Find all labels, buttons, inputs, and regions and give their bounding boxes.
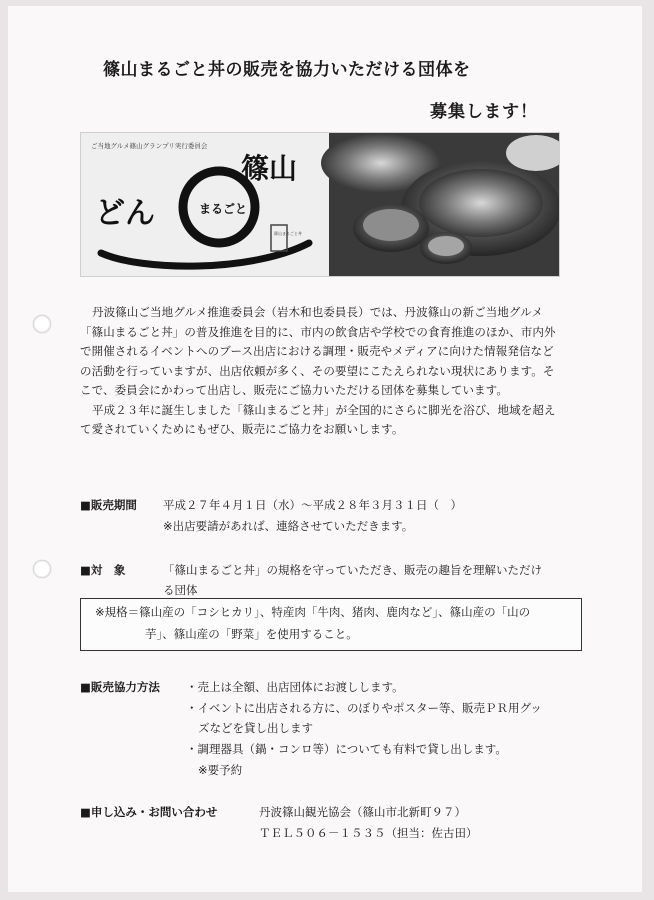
intro-paragraph-1: 丹波篠山ご当地グルメ推進委員会（岩木和也委員長）では、丹波篠山の新ご当地グルメ「篠山まるごと丼」の普及推進を目的に、市内の飲食店や学校での食育推進のほか、市内外で開催されるイベントへのブース出店における調理・販売やメディアに向けた情報発信などの活動を行っていますが、出店依頼が多く、その要望にこたえられない現状にあります。そこで、委員会にかわって出店し、販売にご協力いただける団体を募集しています。 <box>80 305 556 397</box>
cooperation-item-3: ・調理器具（鍋・コンロ等）についても有料で貸し出します。 <box>186 742 507 756</box>
cooperation-item-3-note: ※要予約 <box>198 763 243 777</box>
banner-illustration <box>81 133 559 276</box>
cooperation-label: ■販売協力方法 <box>80 680 160 694</box>
standards-line-1: ※規格＝篠山産の「コシヒカリ」、特産肉「牛肉、猪肉、鹿肉など」、篠山産の「山の <box>95 605 531 619</box>
cooperation-item-1: ・売上は全額、出店団体にお渡しします。 <box>186 680 404 694</box>
contact-organization: 丹波篠山観光協会（篠山市北新町９７） <box>259 805 466 819</box>
standards-line-2: 芋」、篠山産の「野菜」を使用すること。 <box>145 627 358 641</box>
sales-period-note: ※出店要請があれば、連絡させていただきます。 <box>163 519 414 533</box>
cooperation-item-2-cont: ズなどを貸し出します <box>198 721 313 735</box>
target-line-2: る団体 <box>163 583 198 597</box>
page-title: 篠山まるごと丼の販売を協力いただける団体を <box>103 60 471 80</box>
logo-text-side: どん <box>95 196 155 231</box>
sales-period-label: ■販売期間 <box>80 498 137 512</box>
intro-text <box>80 303 565 440</box>
intro-paragraph-2: 平成２３年に誕生しました「篠山まるごと丼」が全国的にさらに脚光を浴び、地域を超えて愛されていくためにもぜひ、販売にご協力をお願いします。 <box>80 402 556 436</box>
red-seal <box>271 225 287 251</box>
target-label: ■対 象 <box>80 563 126 577</box>
target-line-1: 「篠山まるごと丼」の規格を守っていただき、販売の趣旨を理解いただけ <box>163 563 543 577</box>
punch-hole-bottom <box>33 560 51 578</box>
contact-label: ■申し込み・お問い合わせ <box>80 805 218 819</box>
punch-hole-top <box>33 315 51 333</box>
standards-box <box>80 598 582 651</box>
seal-text: 篠山まるごと丼 <box>274 231 302 236</box>
brush-swoosh <box>101 243 309 266</box>
cooperation-item-2: ・イベントに出店される方に、のぼりやポスター等、販売ＰＲ用グッ <box>186 701 542 715</box>
contact-phone: ＴＥＬ５０６－１５３５（担当：佐古田） <box>259 826 478 840</box>
banner-caption: ご当地グルメ篠山グランプリ実行委員会 <box>91 142 208 150</box>
banner-image <box>80 132 560 277</box>
page-title-line2: 募集します！ <box>430 102 538 122</box>
sales-period-value: 平成２７年４月１日（水）～平成２８年３月３１日（ ） <box>163 498 462 512</box>
logo-text-circle: まるごと <box>199 202 248 216</box>
logo-text-top: 篠山 <box>241 152 298 185</box>
